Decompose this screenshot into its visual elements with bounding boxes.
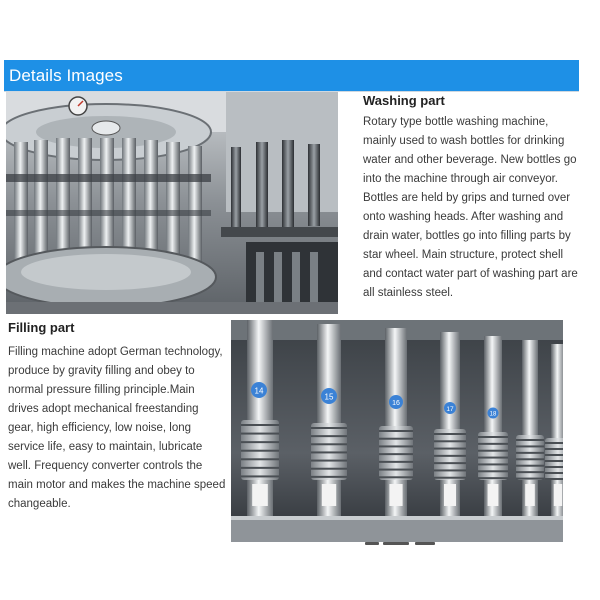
filling-valve-nozzle (389, 484, 402, 506)
filling-valve-spring-ring (434, 448, 466, 450)
details-header-bar (4, 60, 579, 92)
filling-valve-spring-ring (516, 465, 544, 467)
filling-valve-spring (478, 432, 508, 480)
filling-valve-spring-ring (478, 457, 508, 459)
filling-valve-spring-ring (241, 450, 279, 452)
filling-valve-spring-ring (478, 443, 508, 445)
washing-part-description: Rotary type bottle washing machine, mainly used to wash bottles for drinking water and other beverage. New bottles go into the machine through air conveyor. Bottles are held by grips and turned over onto washing heads. After washing and drain water, bottles go into filling parts by star wheel. Main structure, protect shell and contact water part of washing part are all stainless steel. (363, 116, 578, 299)
filling-valve-spring-ring (545, 478, 563, 480)
filling-valve-spring-ring (478, 436, 508, 438)
filling-valve-spring-ring (311, 435, 347, 437)
filling-valve-spring-ring (545, 472, 563, 474)
filling-valve-spring-ring (311, 443, 347, 445)
filling-valve-spring-ring (379, 469, 413, 471)
filling-valve-spring-ring (545, 460, 563, 462)
filling-valve-spring-ring (379, 445, 413, 447)
filling-valve-spring-ring (434, 433, 466, 435)
filling-valve-spring-ring (516, 478, 544, 480)
filling-valve-spring-ring (516, 471, 544, 473)
filling-part-title: Filling part (8, 320, 75, 335)
valve-number-label: 16 (392, 400, 400, 407)
filling-valve-spring-ring (516, 458, 544, 460)
filling-valve-spring-ring (311, 468, 347, 470)
filling-valve-spring-ring (478, 463, 508, 465)
filling-valve-spring-ring (434, 462, 466, 464)
filling-valve-spring-ring (241, 441, 279, 443)
details-header-title: Details Images (9, 66, 123, 85)
filling-valve-spring (379, 426, 413, 480)
filling-valve-spring-ring (545, 454, 563, 456)
filling-valve-spring-ring (434, 440, 466, 442)
filling-valve-nozzle (444, 484, 456, 506)
filling-valve-spring-ring (379, 476, 413, 478)
filling-valve-spring-ring (545, 442, 563, 444)
filling-valve-spring-ring (434, 455, 466, 457)
filling-valve-nozzle (488, 484, 499, 506)
filling-valve-nozzle (525, 484, 535, 506)
washing-part-title: Washing part (363, 93, 445, 108)
filling-valve-spring-ring (241, 424, 279, 426)
machine-photo-icon (6, 92, 338, 314)
filling-part-description: Filling machine adopt German technology, produce by gravity filling and obey to normal pressure filling principle.Main drives adopt mechanical freestanding gear, high efficiency, low noise, long service life, easy to maintain, lubricate well. Frequency converter controls the main motor and makes the machine speed changeable. (8, 346, 226, 510)
valve-number-label: 17 (446, 406, 454, 413)
filling-valve-spring (434, 429, 466, 480)
filling-valve-spring-ring (434, 469, 466, 471)
valve-number-label: 15 (324, 392, 334, 402)
filling-valve-spring-ring (545, 466, 563, 468)
filling-valve-spring-ring (379, 453, 413, 455)
filling-valve-spring (516, 435, 544, 480)
filling-valve-spring-ring (545, 448, 563, 450)
filling-valves-photo (231, 320, 563, 542)
filling-valve-nozzle (322, 484, 336, 506)
filling-valve-spring-ring (379, 438, 413, 440)
filling-valve-spring-ring (516, 445, 544, 447)
filling-valve-spring-ring (478, 450, 508, 452)
next-section-title-cropped (363, 538, 503, 546)
valve-number-label: 18 (489, 411, 497, 418)
filling-valve-spring-ring (311, 476, 347, 478)
filling-valve-spring-ring (241, 433, 279, 435)
filling-valve-spring-ring (516, 452, 544, 454)
filling-valve-spring-ring (478, 477, 508, 479)
filling-valve-spring-ring (311, 460, 347, 462)
filling-valve-spring-ring (241, 475, 279, 477)
filling-valve-spring-ring (434, 477, 466, 479)
filling-valve-nozzle (554, 484, 562, 506)
filling-valve-spring-ring (516, 439, 544, 441)
filling-valve-spring-ring (478, 470, 508, 472)
filling-valve-spring-ring (379, 430, 413, 432)
filling-valve-nozzle (252, 484, 268, 506)
filling-valve-spring-ring (379, 461, 413, 463)
filling-valve-spring-ring (241, 467, 279, 469)
filling-valve-spring-ring (241, 458, 279, 460)
washing-machine-photo (6, 92, 338, 314)
filling-valve-spring-ring (311, 427, 347, 429)
valve-number-label: 14 (254, 386, 264, 396)
filling-valve-spring-ring (311, 451, 347, 453)
filling-valves-photo-icon (231, 320, 563, 542)
